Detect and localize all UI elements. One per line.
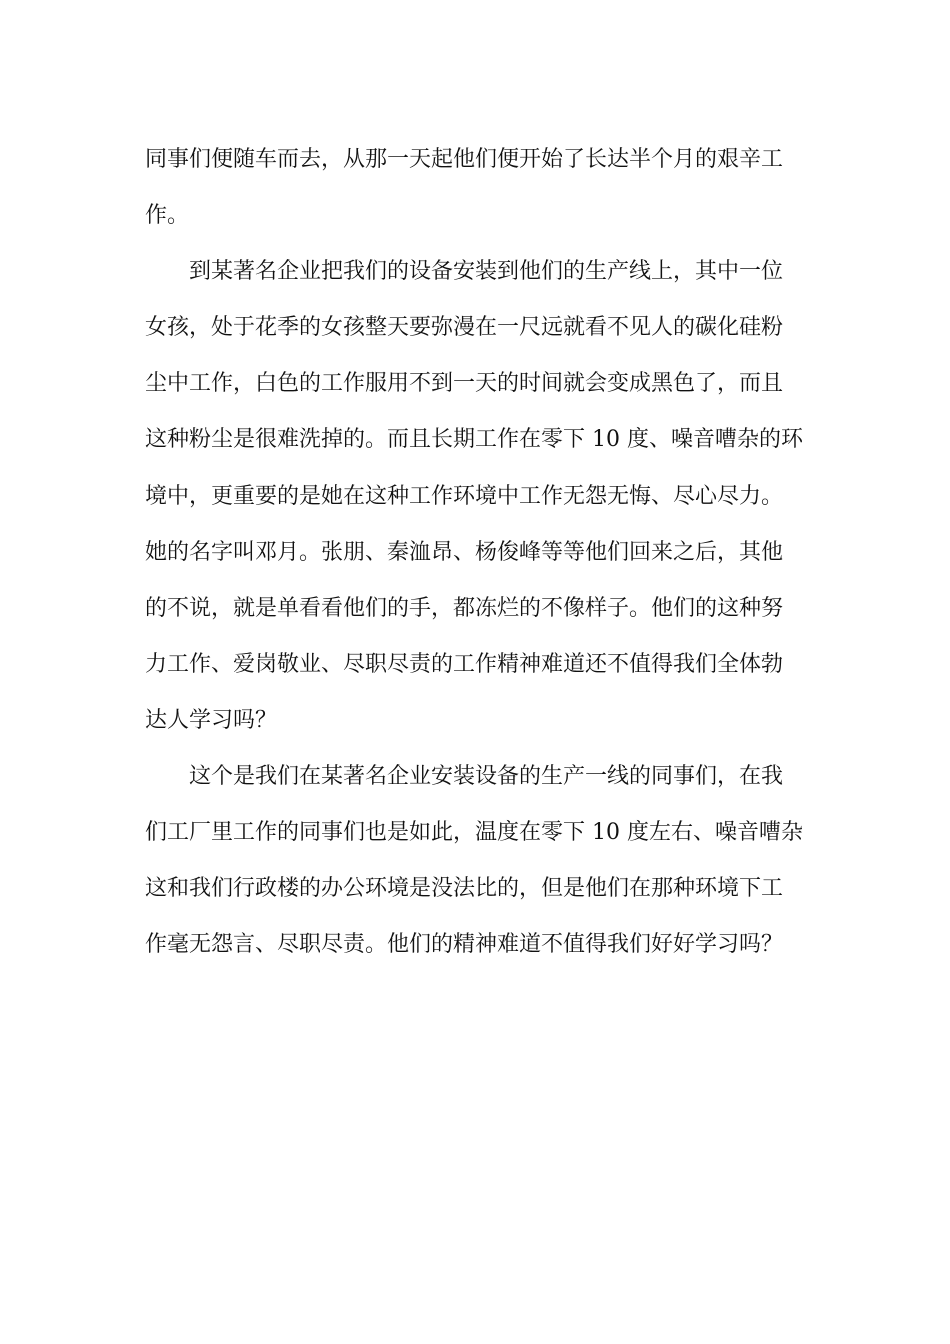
- text-line: 作毫无怨言、尽职尽责。他们的精神难道不值得我们好好学习吗？: [145, 932, 784, 958]
- text-line: 到某著名企业把我们的设备安装到他们的生产线上，其中一位: [189, 259, 784, 285]
- body-text: [145, 132, 809, 973]
- text-line: 这和我们行政楼的办公环境是没法比的，但是他们在那种环境下工: [145, 876, 784, 902]
- text-line: 这种粉尘是很难洗掉的。而且长期工作在零下 10 度、噪音嘈杂的环: [145, 427, 803, 453]
- text-line: 们工厂里工作的同事们也是如此，温度在零下 10 度左右、噪音嘈杂: [145, 820, 803, 846]
- text-line: 作。: [145, 203, 190, 229]
- text-line: 力工作、爱岗敬业、尽职尽责的工作精神难道还不值得我们全体勃: [145, 651, 784, 677]
- text-line: 境中，更重要的是她在这种工作环境中工作无怨无悔、尽心尽力。: [145, 483, 784, 509]
- text-line: 女孩，处于花季的女孩整天要弥漫在一尺远就看不见人的碳化硅粉: [145, 315, 784, 341]
- text-line: 尘中工作，白色的工作服用不到一天的时间就会变成黑色了，而且: [145, 371, 784, 397]
- text-line: 她的名字叫邓月。张朋、秦洫昂、杨俊峰等等他们回来之后，其他: [145, 539, 784, 565]
- paragraph-2: [145, 244, 809, 749]
- text-line: 的不说，就是单看看他们的手，都冻烂的不像样子。他们的这种努: [145, 595, 784, 621]
- paragraph-3: [145, 749, 809, 973]
- paragraph-1: [145, 132, 809, 244]
- text-line: 同事们便随车而去，从那一天起他们便开始了长达半个月的艰辛工: [145, 147, 784, 172]
- text-line: 达人学习吗？: [145, 707, 278, 733]
- text-line: 这个是我们在某著名企业安装设备的生产一线的同事们，在我: [189, 764, 784, 790]
